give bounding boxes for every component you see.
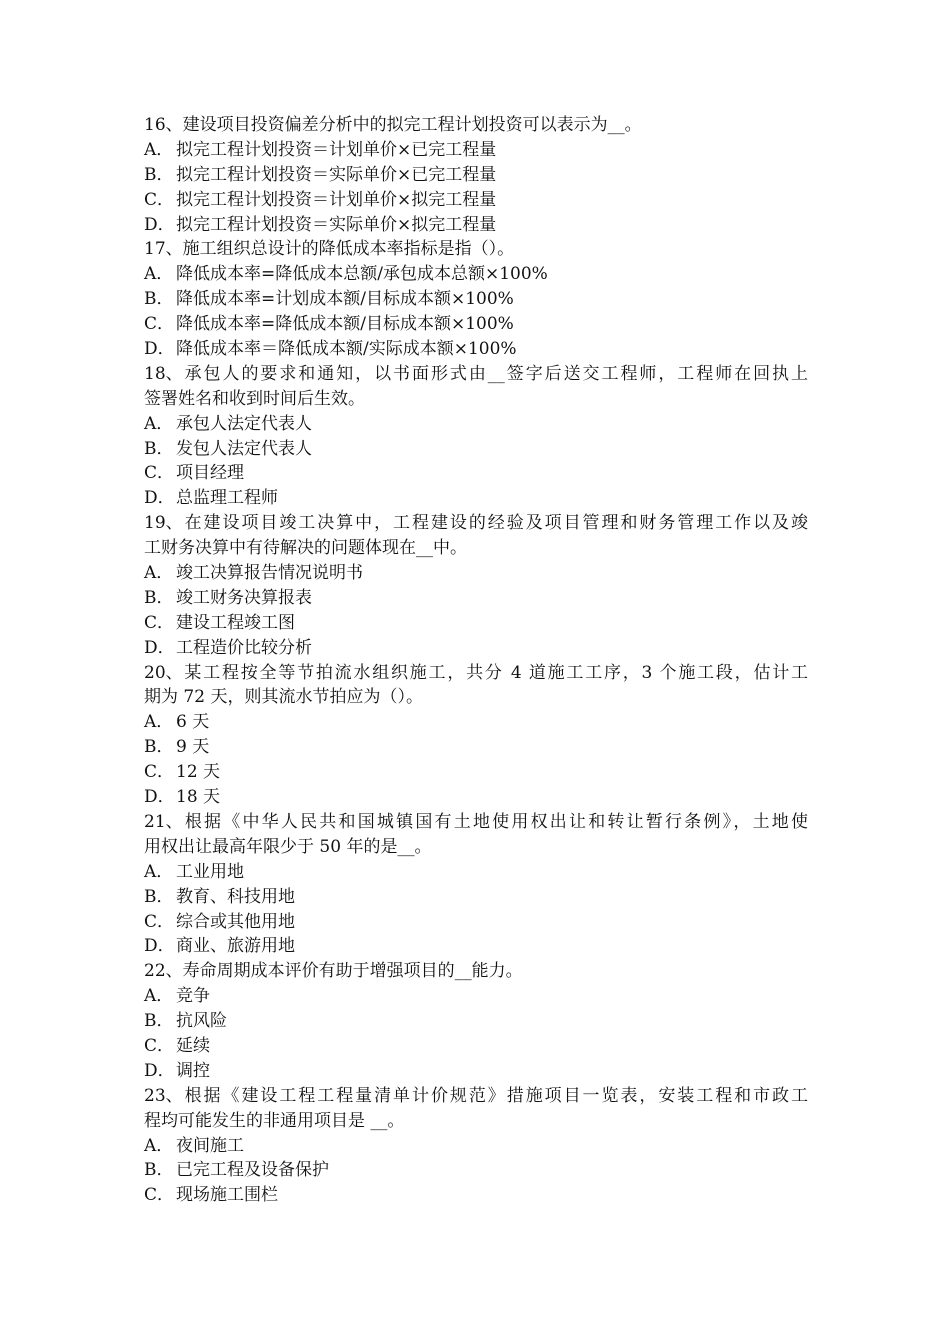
option-text: 降低成本率=降低成本总额/承包成本总额×100% <box>176 264 548 285</box>
option-d <box>144 486 808 511</box>
question-text: 工财务决算中有待解决的问题体现在__中。 <box>144 538 467 559</box>
question-16 <box>144 113 808 237</box>
question-stem <box>144 810 808 835</box>
question-text: 在建设项目竣工决算中，工程建设的经验及项目管理和财务管理工作以及竣 <box>182 513 808 534</box>
option-b <box>144 885 808 910</box>
question-text: 用权出让最高年限少于 50 年的是__。 <box>144 836 432 857</box>
option-a <box>144 710 808 735</box>
option-letter: B． <box>144 1160 174 1181</box>
option-letter: B． <box>144 164 174 185</box>
option-b <box>144 287 808 312</box>
question-stem <box>144 362 808 387</box>
option-c <box>144 611 808 636</box>
option-letter: D． <box>144 1060 175 1081</box>
option-a <box>144 561 808 586</box>
question-text: 期为 72 天，则其流水节拍应为（）。 <box>144 687 423 708</box>
option-letter: A． <box>144 1135 174 1156</box>
option-letter: A． <box>144 986 174 1007</box>
option-c <box>144 312 808 337</box>
question-stem-continuation <box>144 536 808 561</box>
option-text: 降低成本率=计划成本额/目标成本额×100% <box>176 289 514 310</box>
option-text: 调控 <box>176 1060 210 1081</box>
question-number: 18、 <box>144 363 183 384</box>
question-text: 施工组织总设计的降低成本率指标是指（）。 <box>182 239 515 260</box>
question-stem <box>144 959 808 984</box>
question-20 <box>144 661 808 810</box>
question-stem-continuation <box>144 835 808 860</box>
option-text: 承包人法定代表人 <box>176 413 312 434</box>
option-text: 9 天 <box>176 737 210 758</box>
option-d <box>144 636 808 661</box>
option-b <box>144 586 808 611</box>
question-text: 建设项目投资偏差分析中的拟完工程计划投资可以表示为__。 <box>182 115 642 135</box>
option-c <box>144 1183 808 1208</box>
document-page <box>144 113 808 1208</box>
option-text: 项目经理 <box>176 463 244 484</box>
question-number: 22、 <box>144 961 183 982</box>
option-text: 12 天 <box>176 762 221 783</box>
option-letter: C． <box>144 314 175 335</box>
option-a <box>144 1134 808 1159</box>
option-a <box>144 984 808 1009</box>
option-letter: A． <box>144 264 174 285</box>
option-d <box>144 213 808 238</box>
question-text: 签署姓名和收到时间后生效。 <box>144 388 365 409</box>
option-letter: D． <box>144 488 175 509</box>
option-text: 总监理工程师 <box>176 488 278 509</box>
question-18 <box>144 362 808 511</box>
question-number: 20、 <box>144 662 183 683</box>
option-text: 抗风险 <box>176 1011 227 1032</box>
option-text: 降低成本率=降低成本额/目标成本额×100% <box>176 314 514 335</box>
option-text: 6 天 <box>176 712 210 733</box>
option-letter: A． <box>144 861 174 882</box>
option-letter: A． <box>144 712 174 733</box>
question-text: 根据《中华人民共和国城镇国有土地使用权出让和转让暂行条例》，土地使 <box>182 811 808 832</box>
option-letter: B． <box>144 587 174 608</box>
option-letter: C． <box>144 189 175 210</box>
option-a <box>144 138 808 163</box>
question-23 <box>144 1084 808 1208</box>
option-letter: C． <box>144 612 175 633</box>
option-d <box>144 337 808 362</box>
option-b <box>144 437 808 462</box>
question-number: 23、 <box>144 1085 183 1106</box>
option-letter: A． <box>144 413 174 434</box>
question-text: 寿命周期成本评价有助于增强项目的__能力。 <box>182 961 523 982</box>
question-number: 19、 <box>144 513 183 534</box>
option-b <box>144 1158 808 1183</box>
option-text: 竞争 <box>176 986 210 1007</box>
question-19 <box>144 511 808 660</box>
option-text: 降低成本率＝降低成本额/实际成本额×100% <box>176 339 517 360</box>
option-text: 拟完工程计划投资＝实际单价×已完工程量 <box>176 164 497 185</box>
question-number: 17、 <box>144 239 183 260</box>
question-text: 根据《建设工程工程量清单计价规范》措施项目一览表，安装工程和市政工 <box>182 1085 808 1106</box>
option-letter: D． <box>144 339 175 360</box>
question-number: 16、 <box>144 115 183 135</box>
option-letter: D． <box>144 787 175 808</box>
option-text: 竣工决算报告情况说明书 <box>176 563 363 584</box>
option-text: 竣工财务决算报表 <box>176 587 312 608</box>
question-text: 承包人的要求和通知，以书面形式由__签字后送交工程师，工程师在回执上 <box>182 363 808 384</box>
option-letter: B． <box>144 289 174 310</box>
option-text: 18 天 <box>176 787 221 808</box>
question-stem-continuation <box>144 1109 808 1134</box>
question-17 <box>144 237 808 361</box>
option-text: 建设工程竣工图 <box>176 612 295 633</box>
question-text: 程均可能发生的非通用项目是 __。 <box>144 1110 405 1131</box>
option-letter: C． <box>144 1035 175 1056</box>
question-stem <box>144 1084 808 1109</box>
option-a <box>144 412 808 437</box>
question-stem <box>144 113 808 138</box>
option-c <box>144 760 808 785</box>
option-letter: B． <box>144 1011 174 1032</box>
option-text: 夜间施工 <box>176 1135 244 1156</box>
option-letter: A． <box>144 563 174 584</box>
question-stem <box>144 511 808 536</box>
option-letter: C． <box>144 762 175 783</box>
question-stem <box>144 237 808 262</box>
option-letter: C． <box>144 463 175 484</box>
option-letter: B． <box>144 737 174 758</box>
option-text: 现场施工围栏 <box>176 1185 278 1206</box>
option-text: 工业用地 <box>176 861 244 882</box>
question-number: 21、 <box>144 811 183 832</box>
option-text: 综合或其他用地 <box>176 911 295 932</box>
option-d <box>144 1059 808 1084</box>
option-letter: B． <box>144 438 174 459</box>
option-c <box>144 910 808 935</box>
option-letter: A． <box>144 139 174 160</box>
question-text: 某工程按全等节拍流水组织施工，共分 4 道施工工序，3 个施工段，估计工 <box>182 662 808 683</box>
option-c <box>144 188 808 213</box>
option-b <box>144 163 808 188</box>
option-c <box>144 461 808 486</box>
option-text: 商业、旅游用地 <box>176 936 295 957</box>
question-21 <box>144 810 808 959</box>
option-d <box>144 785 808 810</box>
question-stem-continuation <box>144 387 808 412</box>
question-stem-continuation <box>144 685 808 710</box>
question-stem <box>144 661 808 686</box>
option-letter: D． <box>144 214 175 235</box>
option-letter: D． <box>144 936 175 957</box>
option-text: 拟完工程计划投资＝计划单价×拟完工程量 <box>176 189 497 210</box>
option-a <box>144 262 808 287</box>
option-letter: C． <box>144 1185 175 1206</box>
option-letter: B． <box>144 886 174 907</box>
option-letter: D． <box>144 637 175 658</box>
question-22 <box>144 959 808 1083</box>
option-a <box>144 860 808 885</box>
option-b <box>144 1009 808 1034</box>
option-letter: C． <box>144 911 175 932</box>
option-text: 拟完工程计划投资＝计划单价×已完工程量 <box>176 139 497 160</box>
option-text: 教育、科技用地 <box>176 886 295 907</box>
option-b <box>144 735 808 760</box>
option-text: 延续 <box>176 1035 210 1056</box>
option-text: 工程造价比较分析 <box>176 637 312 658</box>
option-d <box>144 934 808 959</box>
option-text: 发包人法定代表人 <box>176 438 312 459</box>
option-text: 已完工程及设备保护 <box>176 1160 329 1181</box>
option-text: 拟完工程计划投资＝实际单价×拟完工程量 <box>176 214 497 235</box>
option-c <box>144 1034 808 1059</box>
